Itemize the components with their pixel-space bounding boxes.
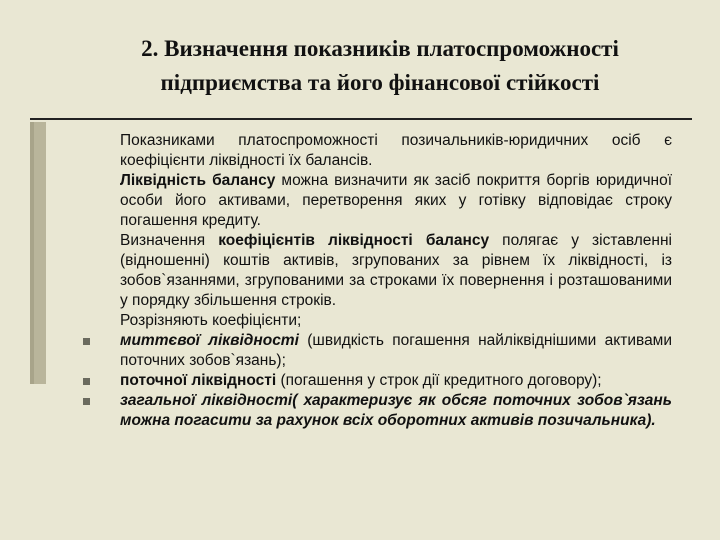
bullet-item-general [120,391,672,431]
bullet-item-current [120,371,672,391]
bullet-term: загальної ліквідності [120,392,293,409]
bullet-square-icon [83,398,90,405]
paragraph-1: Показниками платоспроможності позичальників-юридичних осіб є коефіцієнти ліквідності їх балансів. [120,132,672,169]
bullet-text: (швидкість погашення найліквіднішими активами поточних зобов`язань); [120,332,672,369]
bullet-term: поточної ліквідності [120,372,277,389]
paragraph-3-start: Визначення [120,232,219,249]
accent-bar [30,122,46,384]
accent-bar-edge [30,122,34,384]
paragraph-3 [120,231,672,311]
term-coefficients: коефіцієнтів ліквідності балансу [218,232,490,249]
bullet-item-instant [120,331,672,371]
slide-body [120,131,672,431]
paragraph-2 [120,171,672,231]
title-line-1: 2. Визначення показників платоспроможності [141,36,619,61]
term-liquidity: Ліквідність балансу [120,172,276,189]
bullet-text: ( характеризує як обсяг поточних зобов`язань можна погасити за рахунок всіх оборотних активів позичальника). [120,392,672,429]
bullet-square-icon [83,338,90,345]
title-divider [30,118,692,120]
bullet-square-icon [83,378,90,385]
title-line-2: підприємства та його фінансової стійкості [160,70,600,95]
slide-title [60,32,700,100]
paragraph-3-text: полягає у зіставленні (відношенні) коштів активів, згрупованих за рівнем їх ліквідності, із зобов`язаннями, згрупованими за строками їх повернення і розташованими у порядку збільшення строків. [120,232,672,309]
paragraph-4: Розрізняють коефіцієнти; [120,312,302,329]
bullet-term: миттєвої ліквідності [120,332,299,349]
paragraph-2-text: можна визначити як засіб покриття боргів юридичної особи його активами, перетворення яких у готівку відповідає строку погашення кредиту. [120,172,673,229]
bullet-text: (погашення у строк дії кредитного договору); [276,372,602,389]
